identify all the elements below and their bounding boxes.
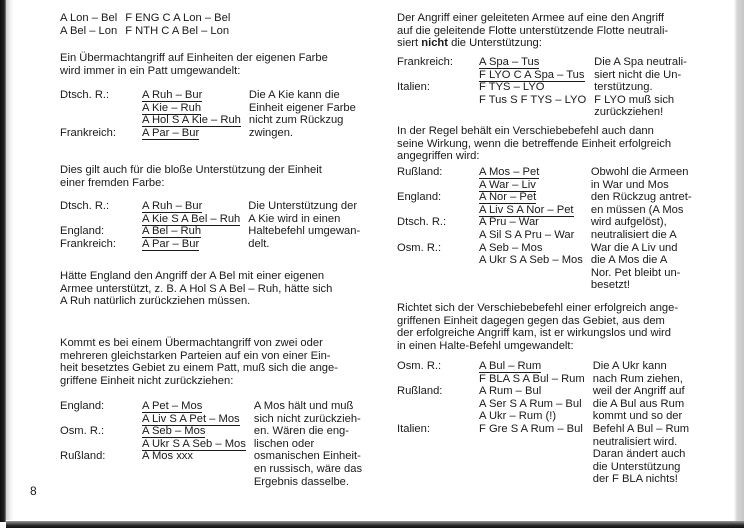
order-text: F LYO C A Spa – Tus: [479, 68, 585, 81]
order-row: [479, 56, 586, 69]
country-label: [60, 102, 134, 115]
note-line: neutralisiert die A: [590, 228, 677, 241]
order-row: [142, 413, 246, 426]
explanation-note: [254, 400, 362, 488]
country-label: [397, 229, 471, 242]
country-column: [60, 200, 134, 250]
paragraph-line: auf die geleitende Flotte unterstützende Flotte neutrali-: [397, 24, 669, 37]
order-text: A War – Liv: [479, 178, 536, 191]
paragraph-line: wird immer in ein Patt umgewandelt:: [60, 64, 241, 77]
order-row: [142, 127, 241, 140]
note-line: Ergebnis dasselbe.: [253, 475, 349, 488]
explanation-note: [594, 56, 687, 119]
order-row: [142, 225, 240, 238]
country-label: Frankreich:: [397, 56, 453, 68]
note-line: sich nicht zurückzieh-: [253, 412, 361, 425]
order-column: [479, 360, 585, 486]
order-text: A Seb – Mos: [142, 425, 206, 438]
order-text: A Liv S A Pet – Mos: [142, 412, 240, 425]
country-label: Frankreich:: [60, 237, 116, 250]
order-text: A Kie S A Bel – Ruh: [142, 212, 241, 225]
paragraph: [60, 164, 322, 189]
orders-table: [397, 56, 687, 119]
country-column: [397, 360, 471, 486]
order-row: [479, 242, 583, 255]
country-label: Rußland:: [397, 166, 443, 178]
country-label: Rußland:: [60, 450, 106, 463]
note-line: A Kie wird in einen: [248, 212, 341, 225]
intro-convoy: F NTH C A Bel – Lon: [125, 24, 230, 37]
order-row: [479, 254, 583, 267]
country-column: [60, 400, 134, 488]
note-line: den Rückzug antret-: [590, 191, 692, 204]
note-line: terstützung.: [594, 81, 653, 94]
order-column: [142, 89, 241, 139]
paragraph-line: einer fremden Farbe:: [60, 176, 165, 189]
country-label: England:: [60, 400, 105, 412]
note-line: Die A Kie kann die: [248, 89, 340, 101]
country-label: Osm. R.:: [60, 425, 105, 438]
order-row: [479, 204, 583, 217]
order-text: F Tus S F TYS – LYO: [479, 93, 587, 106]
order-row: [142, 425, 246, 438]
order-row: [479, 166, 583, 179]
order-column: [479, 166, 583, 292]
country-label: Dtsch. R.:: [397, 216, 447, 229]
country-label: [60, 114, 134, 127]
note-line: nach Rum ziehen,: [592, 372, 683, 385]
country-label: Rußland:: [397, 385, 443, 398]
order-text: F Gre S A Rum – Bul: [479, 422, 583, 435]
binding-shadow: [6, 0, 14, 520]
country-label: Italien:: [397, 422, 430, 435]
order-text: A Ukr S A Seb – Mos: [479, 254, 583, 267]
paragraph: [397, 125, 671, 163]
note-line: en. Wären die eng-: [253, 425, 349, 438]
order-row: [479, 81, 586, 94]
explanation-note: [591, 166, 692, 292]
intro-orders: [60, 12, 230, 37]
order-text: A Par – Bur: [142, 126, 200, 139]
country-label: [60, 213, 134, 226]
note-line: War die A Liv und: [590, 241, 678, 254]
note-line: en russisch, wäre das: [253, 462, 363, 475]
order-column: [142, 400, 246, 488]
country-label: England:: [60, 225, 105, 238]
order-text: A Rum – Bul: [479, 385, 542, 398]
note-line: Die A Spa neutrali-: [594, 56, 687, 68]
order-text: A Ruh – Bur: [142, 89, 203, 101]
order-text: A Seb – Mos: [479, 241, 543, 254]
paragraph: [60, 52, 328, 77]
order-text: A Ruh – Bur: [142, 200, 203, 212]
paragraph-line: in einen Halte-Befehl umgewandelt:: [397, 339, 574, 352]
order-text: A Ukr S A Seb – Mos: [142, 437, 246, 450]
order-row: [479, 398, 585, 411]
note-line: der F BLA nichts!: [592, 473, 678, 486]
country-label: Osm. R.:: [397, 360, 442, 372]
order-text: A Hol S A Kie – Ruh: [142, 114, 241, 127]
note-line: in War und Mos: [590, 178, 669, 191]
order-row: [479, 191, 583, 204]
note-line: Die A Ukr kann: [592, 360, 667, 372]
note-line: zurückziehen!: [594, 106, 664, 119]
country-label: [60, 438, 134, 451]
orders-table: [60, 200, 360, 250]
orders-table: [60, 400, 362, 488]
country-column: [397, 166, 471, 292]
note-line: A Mos hält und muß: [253, 400, 354, 412]
country-label: Osm. R.:: [397, 241, 442, 254]
paragraph-line: [397, 37, 668, 50]
note-line: besetzt!: [590, 279, 631, 292]
note-line: Obwohl die Armeen: [590, 166, 689, 178]
note-line: Nor. Pet bleibt un-: [590, 266, 681, 279]
paragraph: [60, 337, 338, 387]
order-row: [142, 102, 241, 115]
order-text: A Mos – Pet: [479, 166, 540, 178]
order-row: [142, 114, 241, 127]
note-line: Haltebefehl umgewan-: [248, 225, 361, 238]
country-label: Dtsch. R.:: [60, 89, 110, 101]
note-line: neutralisiert wird.: [592, 435, 678, 448]
order-text: A Ukr – Rum (!): [479, 410, 557, 423]
paragraph-line: Richtet sich der Verschiebebefehl einer erfolgreich ange-: [397, 302, 679, 314]
paragraph-line: seine Wirkung, wenn die betreffende Einheit erfolgreich: [397, 137, 672, 150]
order-text: A Bel – Ruh: [142, 225, 202, 238]
note-line: osmanischen Einheit-: [253, 450, 361, 463]
order-row: [142, 213, 240, 226]
orders-table: [397, 360, 689, 486]
note-line: nicht zum Rückzug: [248, 114, 344, 127]
order-column: [479, 56, 586, 119]
country-column: [60, 89, 134, 139]
paragraph-line: Dies gilt auch für die bloße Unterstützung der Einheit: [60, 164, 322, 176]
order-text: F BLA S A Bul – Rum: [479, 372, 585, 385]
order-row: [142, 450, 246, 463]
country-label: [397, 373, 471, 386]
paragraph: [397, 302, 678, 352]
paragraph-line: der erfolgreiche Angriff kam, ist er wirkungslos und wird: [397, 327, 672, 340]
order-row: [479, 385, 585, 398]
intro-convoy: F ENG C A Lon – Bel: [125, 12, 231, 24]
order-text: A Mos xxx: [142, 450, 193, 463]
order-text: A Par – Bur: [142, 237, 200, 250]
paragraph-line: griffenen Einheit dagegen gegen das Gebiet, aus dem: [397, 314, 665, 327]
country-column: [397, 56, 471, 119]
paragraph: [60, 270, 332, 308]
paragraph-line: heit besetztes Gebiet zu einem Patt, muß sich die ange-: [60, 362, 338, 375]
note-line: die Unterstützung: [592, 460, 681, 473]
order-text: A Pru – War: [479, 216, 539, 229]
page-number: 8: [30, 484, 37, 498]
order-row: [142, 200, 240, 213]
order-column: [142, 200, 240, 250]
note-line: en müssen (A Mos: [590, 203, 684, 216]
order-row: [479, 94, 586, 107]
note-line: weil der Angriff auf: [592, 385, 685, 398]
order-row: [479, 410, 585, 423]
country-label: Dtsch. R.:: [60, 200, 110, 212]
country-label: [397, 179, 471, 192]
note-line: Befehl A Bul – Rum: [592, 422, 690, 435]
country-label: [397, 94, 471, 107]
paragraph-line: griffene Einheit nicht zurückziehen:: [60, 374, 234, 387]
order-text: A Liv S A Nor – Pet: [479, 203, 574, 216]
paragraph-line: Der Angriff einer geleiteten Armee auf eine den Angriff: [397, 12, 665, 24]
order-text: A Nor – Pet: [479, 191, 537, 204]
paragraph-line: Kommt es bei einem Übermachtangriff von zwei oder: [60, 337, 323, 349]
order-row: [142, 238, 240, 251]
country-label: Italien:: [397, 81, 430, 94]
order-row: [142, 438, 246, 451]
note-line: siert nicht die Un-: [594, 68, 682, 81]
note-line: zwingen.: [248, 126, 294, 139]
paragraph-line: In der Regel behält ein Verschiebebefehl auch dann: [397, 125, 654, 137]
order-text: F TYS – LYO: [479, 81, 545, 94]
order-row: [142, 89, 241, 102]
paragraph-line: Ein Übermachtangriff auf Einheiten der eigenen Farbe: [60, 52, 328, 64]
note-line: Die Unterstützung der: [248, 200, 358, 212]
country-label: [397, 398, 471, 411]
text: die Unterstützung:: [447, 37, 542, 50]
order-text: A Sil S A Pru – War: [479, 228, 575, 241]
order-text: A Bul – Rum: [479, 360, 542, 372]
note-line: die A Mos die A: [590, 254, 668, 267]
explanation-note: [593, 360, 689, 486]
order-row: [479, 179, 583, 192]
paragraph-line: Hätte England den Angriff der A Bel mit einer eigenen: [60, 270, 325, 282]
note-line: Daran ändert auch: [592, 448, 686, 461]
explanation-note: [249, 89, 356, 139]
note-line: lischen oder: [253, 437, 315, 450]
order-text: A Kie – Ruh: [142, 101, 202, 114]
order-row: [142, 400, 246, 413]
intro-move: A Lon – Bel: [60, 12, 118, 24]
country-label: [397, 204, 471, 217]
right-page: [397, 0, 697, 520]
order-text: A Spa – Tus: [479, 56, 540, 68]
order-row: [479, 216, 583, 229]
paragraph: [397, 12, 668, 50]
page-right-edge: [734, 0, 744, 522]
explanation-note: [248, 200, 360, 250]
country-label: Frankreich:: [60, 126, 116, 139]
order-row: [479, 373, 585, 386]
orders-table: [60, 89, 356, 139]
paragraph-line: Armee unterstützt, z. B. A Hol S A Bel – Ruh, hätte sich: [60, 282, 333, 295]
note-line: kommt und so der: [592, 410, 683, 423]
orders-table: [397, 166, 692, 292]
note-line: die A Bul aus Rum: [592, 397, 685, 410]
book-bottom-edge: [6, 521, 744, 528]
country-label: [397, 254, 471, 267]
intro-move: A Bel – Lon: [60, 24, 118, 37]
order-row: [479, 423, 585, 436]
paragraph-line: A Ruh natürlich zurückziehen müssen.: [60, 295, 251, 308]
order-text: A Pet – Mos: [142, 400, 203, 412]
order-row: [479, 360, 585, 373]
paragraph-line: angegriffen wird:: [397, 150, 480, 163]
order-row: [479, 69, 586, 82]
left-page: [60, 0, 363, 520]
note-line: wird aufgelöst),: [590, 216, 667, 229]
text: siert: [397, 37, 422, 50]
country-label: [397, 69, 471, 82]
country-label: [60, 413, 134, 426]
country-label: England:: [397, 191, 442, 204]
paragraph-line: mehreren gleichstarken Parteien auf ein von einer Ein-: [60, 349, 331, 362]
emphasis-text: nicht: [421, 37, 448, 50]
order-text: A Ser S A Rum – Bul: [479, 397, 582, 410]
country-label: [397, 410, 471, 423]
note-line: Einheit eigener Farbe: [248, 101, 356, 114]
note-line: delt.: [248, 237, 270, 250]
note-line: F LYO muß sich: [594, 93, 675, 106]
order-row: [479, 229, 583, 242]
